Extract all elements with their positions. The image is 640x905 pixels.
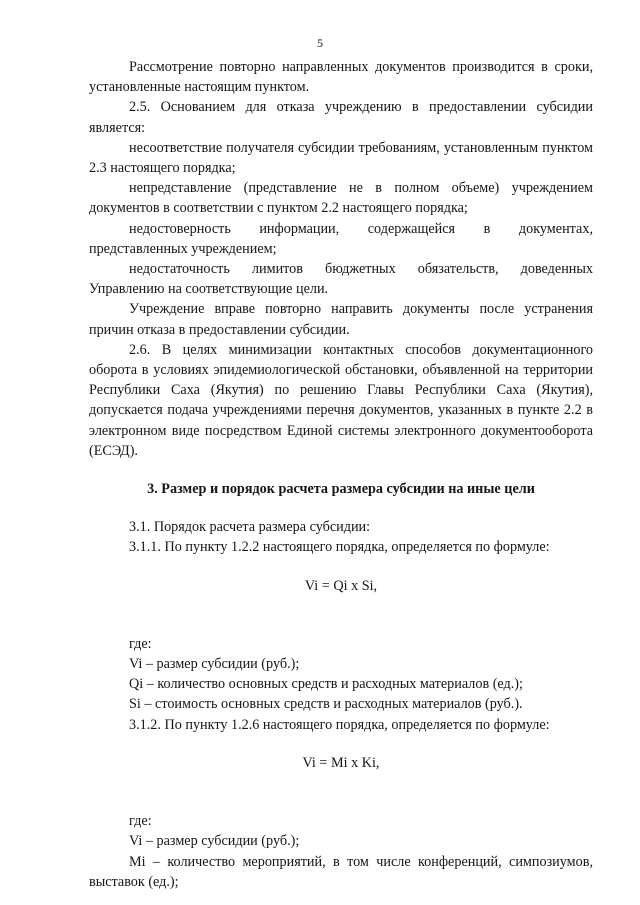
paragraph-refusal-reason-3: недостоверность информации, содержащейся в документах, представленных учреждением; (89, 220, 593, 257)
paragraph-3-1-2: 3.1.2. По пункту 1.2.6 настоящего порядка, определяется по формуле: (129, 716, 550, 733)
paragraph-2-5: 2.5. Основанием для отказа учреждению в предоставлении субсидии является: (89, 99, 593, 136)
paragraph-resubmission-review: Рассмотрение повторно направленных документов производится в сроки, установленные настоящим пунктом. (89, 59, 593, 96)
paragraph-3-1: 3.1. Порядок расчета размера субсидии: (129, 519, 371, 536)
definition-item: Vi – размер субсидии (руб.); (129, 833, 300, 850)
page-number: 5 (317, 36, 323, 50)
section-heading: 3. Размер и порядок расчета размера субсидии на иные цели (147, 481, 535, 498)
paragraph-2-6: 2.6. В целях минимизации контактных способов документационного оборота в условиях эпидемиологической обстановки, объявленной на территории Республики Саха (Якутия) по решению Главы Республики Саха (Якутия), допускается подача учреждениями перечня документов, указанных в пункте 2.2 в электронном виде посредством Единой системы электронного документооборота (ЕСЭД). (89, 341, 593, 459)
where-label-2: где: (129, 813, 152, 830)
paragraph-refusal-reason-2: непредставление (представление не в полном объеме) учреждением документов в соответствии с пунктом 2.2 настоящего порядка; (89, 180, 593, 217)
definition-item: Si – стоимость основных средств и расходных материалов (руб.). (129, 696, 523, 713)
formula-1: Vi = Qi x Si, (304, 577, 378, 594)
definition-item: Mi – количество мероприятий, в том числе конференций, симпозиумов, выставок (ед.); (89, 853, 593, 890)
paragraph-3-1-1: 3.1.1. По пункту 1.2.2 настоящего порядка, определяется по формуле: (129, 539, 550, 556)
where-label-1: где: (129, 635, 152, 652)
definition-item: Vi – размер субсидии (руб.); (129, 656, 300, 673)
definition-item: Qi – количество основных средств и расходных материалов (ед.); (129, 676, 523, 693)
formula-2: Vi = Mi x Ki, (302, 754, 380, 771)
document-body (89, 57, 593, 892)
paragraph-refusal-reason-1: несоответствие получателя субсидии требованиям, установленным пунктом 2.3 настоящего порядка; (89, 139, 593, 177)
paragraph-refusal-reason-4: недостаточность лимитов бюджетных обязательств, доведенных Управлению на соответствующие цели. (89, 261, 593, 298)
paragraph-resubmit-right: Учреждение вправе повторно направить документы после устранения причин отказа в предоставлении субсидии. (89, 301, 593, 338)
